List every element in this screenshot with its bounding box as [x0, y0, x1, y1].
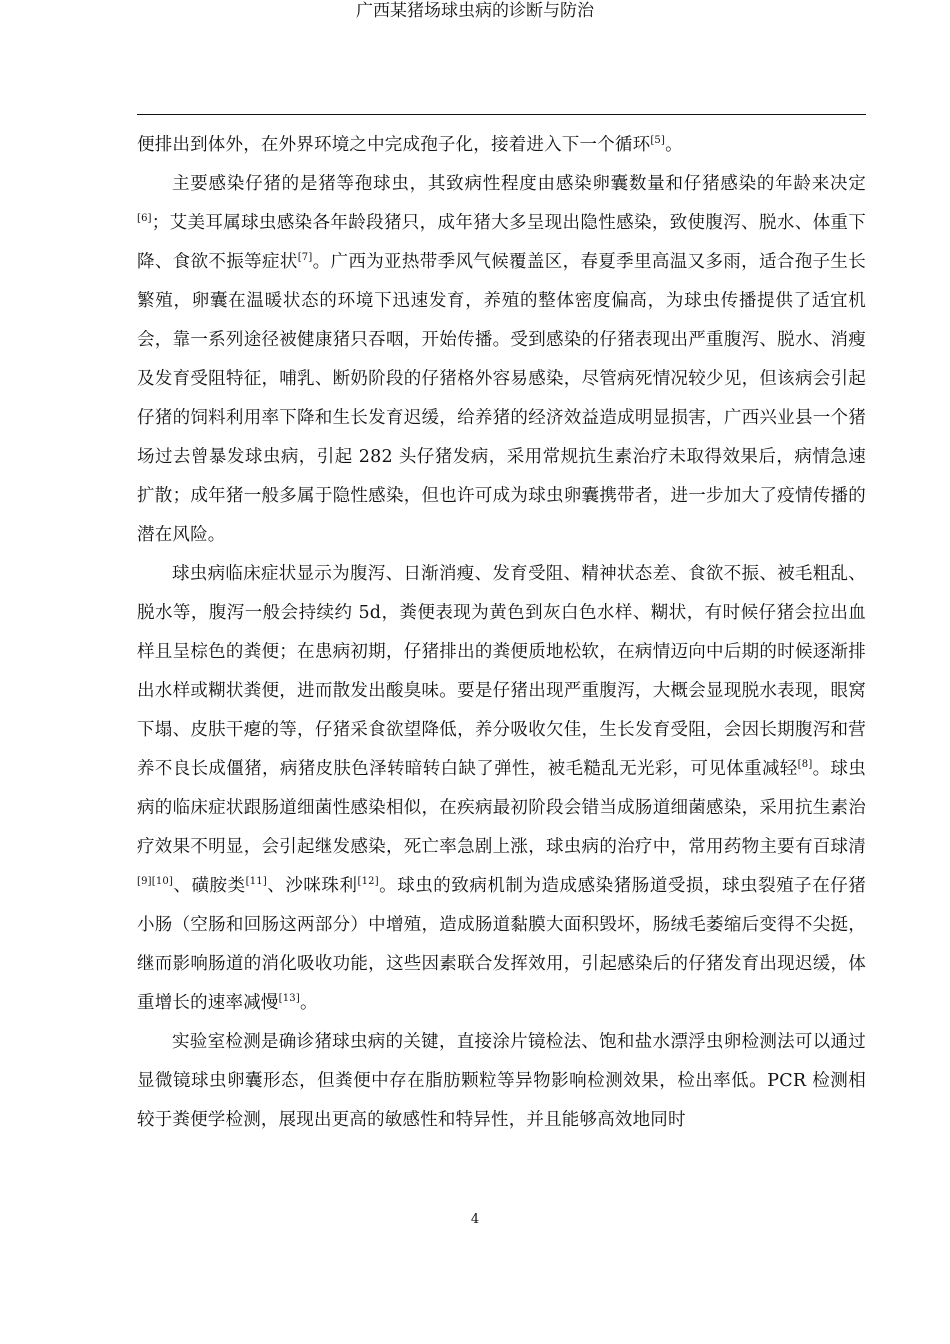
running-header-title: 广西某猪场球虫病的诊断与防治 — [356, 1, 594, 21]
paragraph-text: 。球虫的致病机制为造成感染猪肠道受损，球虫裂殖子在仔猪小肠（空肠和回肠这两部分）中增殖，造成肠道黏膜大面积毁坏，肠绒毛萎缩后变得不尖挺，继而影响肠道的消化吸收功能，这些因素联合发挥效用，引起感染后的仔猪发育出现迟缓，体重增长的速率减慢 — [137, 876, 866, 1013]
paragraph-text: 。球虫病的临床症状跟肠道细菌性感染相似，在疾病最初阶段会错当成肠道细菌感染，采用抗生素治疗效果不明显，会引起继发感染，死亡率急剧上涨，球虫病的治疗中，常用药物主要有百球清 — [137, 759, 866, 857]
body-paragraph — [137, 555, 866, 1023]
paragraph-text: 主要感染仔猪的是猪等孢球虫，其致病性程度由感染卵囊数量和仔猪感染的年龄来决定 — [172, 174, 866, 194]
citation-superscript: [9][10] — [137, 876, 174, 887]
paragraph-text: 。 — [299, 993, 318, 1013]
paragraph-text: 便排出到体外，在外界环境之中完成孢子化，接着进入下一个循环 — [137, 135, 651, 155]
citation-superscript: [5] — [650, 135, 666, 146]
citation-superscript: [6] — [137, 213, 152, 224]
body-paragraph — [137, 1023, 866, 1140]
citation-superscript: [12] — [357, 876, 379, 887]
paragraph-text: 球虫病临床症状显示为腹泻、日渐消瘦、发育受阻、精神状态差、食欲不振、被毛粗乱、脱水等，腹泻一般会持续约 5d，粪便表现为黄色到灰白色水样、糊状，有时候仔猪会拉出血样且呈棕色的粪便；在患病初期，仔猪排出的粪便质地松软，在病情迈向中后期的时候逐渐排出水样或糊状粪便，进而散发出酸臭味。要是仔猪出现严重腹泻，大概会显现脱水表现，眼窝下塌、皮肤干瘪的等，仔猪采食欲望降低，养分吸收欠佳，生长发育受阻，会因长期腹泻和营养不良长成僵猪，病猪皮肤色泽转暗转白缺了弹性，被毛糙乱无光彩，可见体重减轻 — [137, 564, 866, 779]
paragraph-text: 实验室检测是确诊猪球虫病的关键，直接涂片镜检法、饱和盐水漂浮虫卵检测法可以通过显微镜球虫卵囊形态，但粪便中存在脂肪颗粒等异物影响检测效果，检出率低。PCR 检测相较于粪便学检测，展现出更高的敏感性和特异性，并且能够高效地同时 — [137, 1032, 866, 1130]
paragraph-text: 、沙咪珠利 — [266, 876, 358, 896]
paragraph-text: 。广西为亚热带季风气候覆盖区，春夏季里高温又多雨，适合孢子生长繁殖，卵囊在温暖状态的环境下迅速发育，养殖的整体密度偏高，为球虫传播提供了适宜机会，靠一系列途径被健康猪只吞咽，开始传播。受到感染的仔猪表现出严重腹泻、脱水、消瘦及发育受阻特征，哺乳、断奶阶段的仔猪格外容易感染，尽管病死情况较少见，但该病会引起仔猪的饲料利用率下降和生长发育迟缓，给养猪的经济效益造成明显损害，广西兴业县一个猪场过去曾暴发球虫病，引起 282 头仔猪发病，采用常规抗生素治疗未取得效果后，病情急速扩散；成年猪一般多属于隐性感染，但也许可成为球虫卵囊携带者，进一步加大了疫情传播的潜在风险。 — [137, 252, 866, 545]
body-paragraph — [137, 165, 866, 555]
citation-superscript: [11] — [245, 876, 267, 887]
paragraph-text: 、磺胺类 — [173, 876, 246, 896]
header-divider — [137, 114, 866, 115]
paragraph-text: 。 — [665, 135, 683, 155]
citation-superscript: [8] — [797, 759, 813, 770]
page-number: 4 — [470, 1212, 480, 1227]
paragraph-text: ；艾美耳属球虫感染各年龄段猪只，成年猪大多呈现出隐性感染，致使腹泻、脱水、体重下降、食欲不振等症状 — [137, 213, 866, 272]
citation-superscript: [13] — [278, 993, 300, 1004]
document-body — [137, 126, 866, 1140]
body-paragraph — [137, 126, 866, 165]
citation-superscript: [7] — [297, 252, 313, 263]
